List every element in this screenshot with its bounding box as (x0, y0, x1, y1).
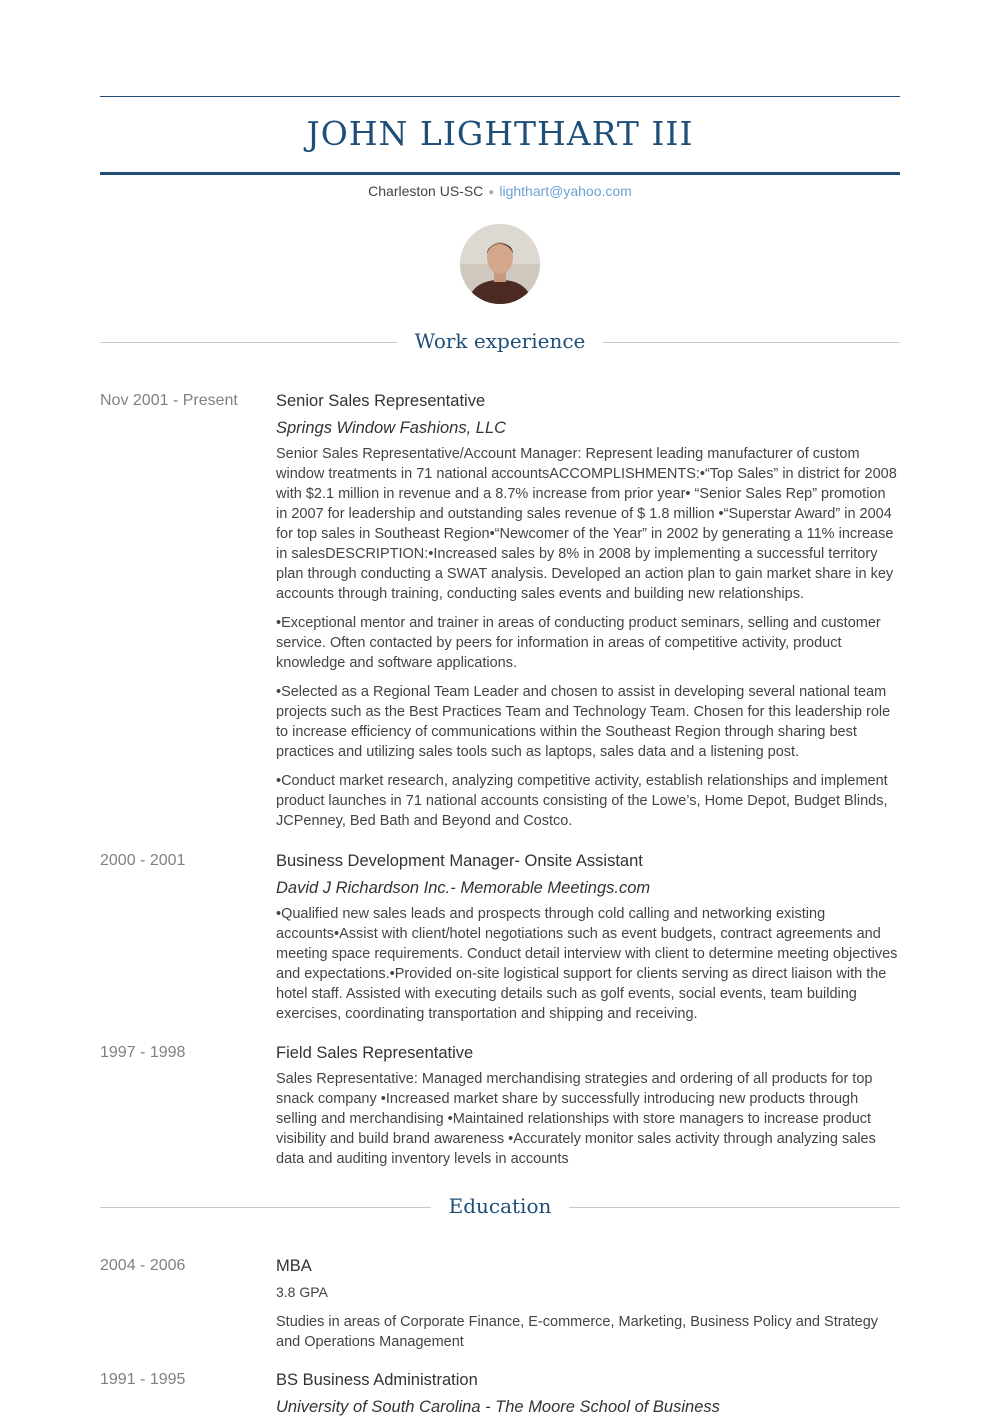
company-name: David J Richardson Inc.- Memorable Meetings.com (276, 879, 651, 897)
section-divider-right (569, 1207, 900, 1208)
description-paragraph: Sales Representative: Managed merchandising strategies and ordering of all products for top snack company •Increased market share by successfully introducing new products through selling and merchandising •Maintained relationships with store managers to increase product visibility and build brand awareness •Accurately monitor sales activity through analyzing sales data and auditing inventory levels in accounts (276, 1071, 876, 1167)
entry-body (276, 850, 900, 1033)
header-top-rule (100, 96, 900, 97)
entry-body (276, 390, 900, 840)
description-paragraph: •Conduct market research, analyzing competitive activity, establish relationships and implement product launches in 71 national accounts consisting of the Lowe’s, Home Depot, Budget Blinds, JCPenney, Bed Bath and Beyond and Costco. (276, 773, 888, 829)
email-link[interactable]: lighthart@yahoo.com (499, 183, 632, 199)
job-description (276, 1069, 900, 1169)
contact-line (100, 181, 900, 203)
description-paragraph: •Qualified new sales leads and prospects through cold calling and networking existing accounts•Assist with client/hotel negotiations such as event budgets, contract agreements and meeting space requirements. Conduct detail interview with client to determine meeting objectives and expectations.•Provided on-site logistical support for clients serving as direct liaison with the hotel staff. Assisted with executing details such as golf events, social events, team building exercises, coordinating transportation and shipping and receiving. (276, 906, 898, 1022)
school-name: University of South Carolina - The Moore School of Business (276, 1398, 720, 1416)
description-paragraph: Senior Sales Representative/Account Manager: Represent leading manufacturer of custom window treatments in 71 national accountsACCOMPLISHMENTS:•“Top Sales” in district for 2008 with $2.1 million in revenue and a 8.7% increase from prior year• “Senior Sales Rep” promotion in 2007 for leadership and outstanding sales revenue of $ 1.8 million •“Superstar Award” in 2004 for top sales in Southeast Region•“Newcomer of the Year” in 2002 by generating a 11% increase in salesDESCRIPTION:•Increased sales by 8% in 2008 by implementing a successful territory plan through conducting a SWAT analysis. Developed an action plan to gain market share in key accounts through training, conducting sales events and building new relationships. (276, 446, 897, 602)
description-paragraph: •Exceptional mentor and trainer in areas of conducting product seminars, selling and customer service. Often contacted by peers for information in areas of competitive activity, product knowledge and software applications. (276, 615, 881, 671)
section-title: Education (448, 1194, 552, 1218)
gpa-text: 3.8 GPA (276, 1284, 328, 1300)
candidate-name: JOHN LIGHTHART III (306, 114, 694, 153)
degree-title: BS Business Administration (276, 1371, 478, 1389)
section-title: Work experience (414, 329, 586, 353)
avatar-portrait-icon (460, 224, 540, 304)
job-title: Field Sales Representative (276, 1044, 474, 1062)
section-divider-right (603, 342, 900, 343)
entry-date: Nov 2001 - Present (100, 392, 238, 409)
entry-date: 1997 - 1998 (100, 1044, 186, 1061)
avatar (460, 224, 540, 304)
job-title: Senior Sales Representative (276, 392, 486, 410)
education-description (276, 1312, 900, 1352)
job-description (276, 904, 900, 1024)
entry-body (276, 1369, 900, 1418)
header-bottom-rule (100, 172, 900, 175)
entry-date: 2000 - 2001 (100, 852, 186, 869)
work-experience-header (100, 326, 900, 356)
company-name: Springs Window Fashions, LLC (276, 419, 507, 437)
entry-date: 2004 - 2006 (100, 1257, 186, 1274)
entry-body (276, 1255, 900, 1361)
degree-title: MBA (276, 1257, 312, 1275)
entry-body (276, 1042, 900, 1178)
job-title: Business Development Manager- Onsite Assistant (276, 852, 643, 870)
job-description (276, 444, 900, 831)
location-text: Charleston US-SC (368, 183, 484, 199)
education-header (100, 1191, 900, 1221)
description-paragraph: Studies in areas of Corporate Finance, E-commerce, Marketing, Business Policy and Strategy and Operations Management (276, 1314, 879, 1350)
separator-dot-icon: ● (488, 187, 495, 198)
entry-date: 1991 - 1995 (100, 1371, 186, 1388)
description-paragraph: •Selected as a Regional Team Leader and chosen to assist in developing several national team projects such as the Best Practices Team and Technology Team. Chosen for this leadership role to increase efficiency of communications within the Southeast Region through sharing best practices and utilizing sales tools such as laptops, sales data and a listening post. (276, 684, 891, 760)
